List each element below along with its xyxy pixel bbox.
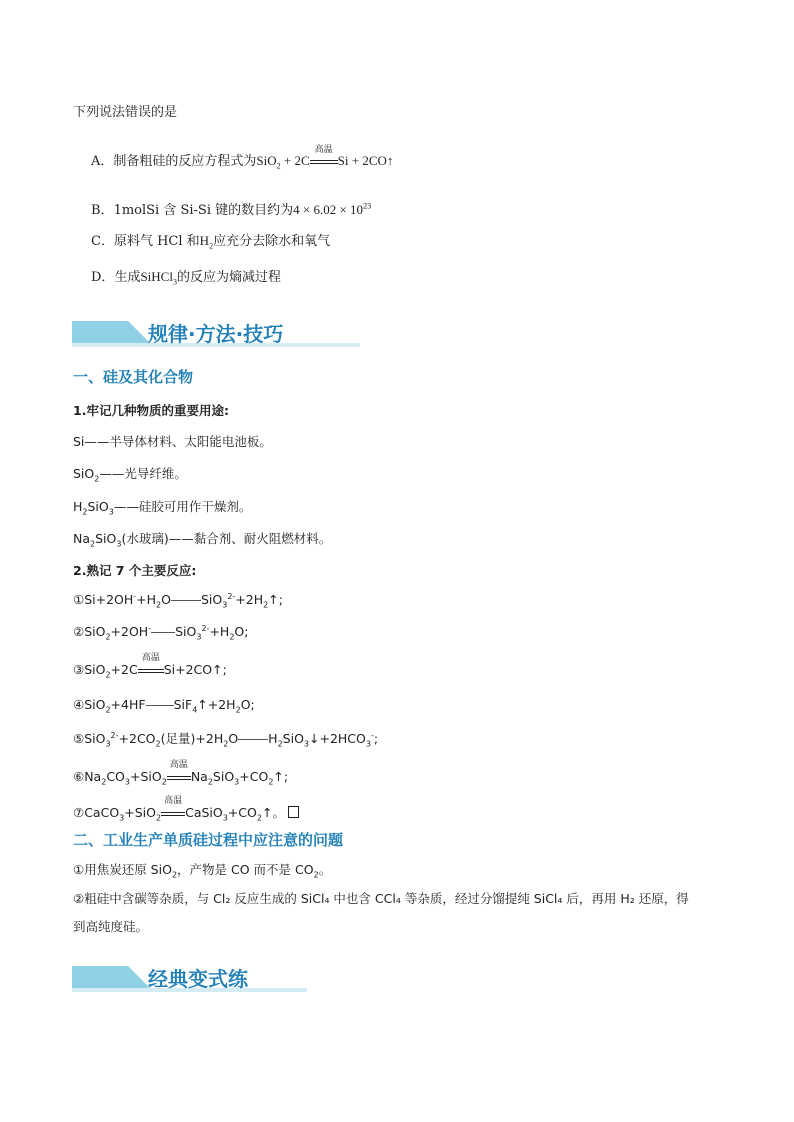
use-si: Si——半导体材料、太阳能电池板。 bbox=[73, 434, 272, 449]
banner-title: 经典变式练 bbox=[148, 967, 248, 991]
option-b-formula: $4 \times 6.02 \times 10^{23}$ bbox=[293, 201, 372, 217]
reaction-5: $⑤SiO_3^{2-}+2CO_2$(足量)$+2H_2O$ $H_2SiO_3↓+2HCO_3^-$; bbox=[73, 730, 379, 749]
banner-title: 规律·方法·技巧 bbox=[148, 322, 284, 346]
option-a-condition: 高温 bbox=[310, 154, 338, 169]
reaction-6: $⑥Na_2CO_3+SiO_2$ 高温 $Na_2SiO_3+CO_2↑$; bbox=[73, 760, 289, 787]
option-a-letter: A． bbox=[91, 154, 114, 169]
option-c-formula: $H_2$ bbox=[199, 233, 214, 251]
use-na2sio3: $Na_2SiO_3$(水玻璃)——黏合剂、耐火阻燃材料。 bbox=[73, 531, 332, 549]
option-a-formula-left: SiO$_2$ + 2C bbox=[256, 153, 310, 171]
option-c-text1: 原料气 HCl 和 bbox=[113, 234, 200, 249]
option-a-text: 制备粗硅的反应方程式为 bbox=[113, 154, 257, 169]
subheading-uses: 1.牢记几种物质的重要用途: bbox=[73, 403, 229, 418]
reaction-3: ③SiO$_2$+2C 高温 Si+2CO↑; bbox=[73, 653, 227, 680]
option-a[interactable] bbox=[91, 145, 394, 171]
banner-tab-shape bbox=[72, 966, 152, 990]
section-heading-silicon: 一、硅及其化合物 bbox=[73, 368, 194, 386]
option-c-text2: 应充分去除水和氧气 bbox=[213, 234, 331, 249]
note-2-line2: 到高纯度硅。 bbox=[73, 919, 149, 934]
reaction-7: ⑦CaCO$_3$+SiO$_2$ 高温 $CaSiO_3+CO_2↑$。 bbox=[73, 803, 299, 823]
use-h2sio3: $H_2SiO_3——$硅胶可用作干燥剂。 bbox=[73, 499, 252, 517]
reaction-1: $①Si+2OH^-+H_2O$ $SiO_3^{2-}+2H_2↑$; bbox=[73, 592, 283, 610]
note-2-line1: ②粗硅中含碳等杂质，与 Cl₂ 反应生成的 SiCl₄ 中也含 CCl₄ 等杂质，经过分馏提纯 SiCl₄ 后，再用 H₂ 还原，得 bbox=[73, 891, 689, 906]
question-stem: 下列说法错误的是 bbox=[73, 105, 178, 120]
option-d-text2: 的反应为熵减过程 bbox=[176, 270, 281, 285]
section-heading-industrial: 二、工业生产单质硅过程中应注意的问题 bbox=[73, 831, 344, 849]
subheading-reactions: 2.熟记 7 个主要反应: bbox=[73, 563, 197, 578]
note-1: ①用焦炭还原 SiO$_2$，产物是 CO 而不是 $CO_2$。 bbox=[73, 862, 332, 880]
option-a-formula-right: Si + 2CO↑ bbox=[337, 153, 394, 168]
option-b-text: 1molSi 含 Si-Si 键的数目约为 bbox=[113, 203, 294, 218]
option-c[interactable] bbox=[91, 230, 330, 251]
banner-tab-shape bbox=[72, 321, 152, 345]
checkbox-square-icon bbox=[288, 806, 299, 818]
use-sio2: SiO$_2$——光导纤维。 bbox=[73, 466, 187, 484]
option-b[interactable] bbox=[91, 199, 371, 218]
option-b-letter: B． bbox=[91, 203, 114, 218]
option-d-formula: SiHCl$_3$ bbox=[140, 269, 177, 287]
option-c-letter: C． bbox=[91, 234, 114, 249]
reaction-2: ②SiO$_2$+2OH- $SiO_3^{2-}+H_2O$; bbox=[73, 624, 249, 642]
reaction-4: ④SiO$_2$+4HF $SiF_4↑+2H_2O$; bbox=[73, 697, 255, 715]
option-d[interactable] bbox=[91, 266, 281, 287]
option-d-letter: D． bbox=[91, 270, 115, 285]
option-d-text1: 生成 bbox=[114, 270, 141, 285]
